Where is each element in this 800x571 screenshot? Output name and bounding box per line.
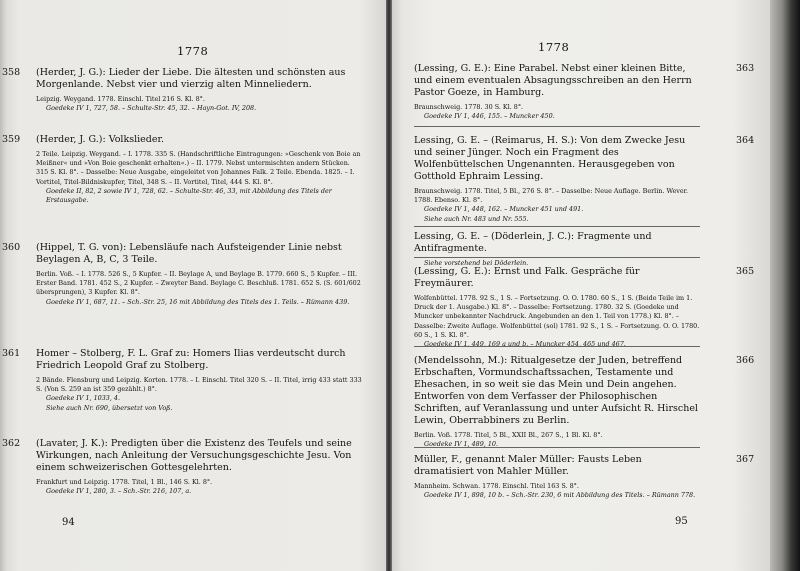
entry-number: 366 bbox=[736, 355, 755, 366]
entry-imprint: Wolfenbüttel. 1778. 92 S., 1 S. – Fortsetzung. O. O. 1780. 60 S., 1 S. (Beide Teile im 1. Druck der 1. Ausgabe.) Kl. 8°. – Dasselbe: Fortsetzung. 1780. 32 S. (Goedeke und Muncker unbekannter Nachdruck. Angebunden an den 1. Teil von 1778.) Kl. 8°. – Dasselbe: Zweite Auflage. Wolfenbüttel (sol) 1781. 92 S., 1 S. – Fortsetzung. O. O. 1780. 60 S., 1 S. Kl. 8°. bbox=[414, 294, 700, 339]
entry-reference: Goedeke IV 1, 727, 58. – Schulte-Str. 45, 32. – Hayn-Got. IV, 208. bbox=[46, 104, 257, 113]
entry-title: (Lessing, G. E.): Eine Parabel. Nebst einer kleinen Bitte, und einem eventualen Absagungsschreiben an den Herrn Pastor Goeze, in Hamburg. bbox=[414, 63, 692, 98]
entry-number: 358 bbox=[2, 67, 21, 78]
entry-title: (Mendelssohn, M.): Ritualgesetze der Juden, betreffend Erbschaften, Vormundschaftssachen, Testamente und Ehesachen, in so weit sie das Mein und Dein angehen. Entworfen von dem Verfasser der Philosophischen Schriften, auf Veranlassung und unter Aufsicht R. Hirschel Lewin, Oberrabbiners zu Berlin. bbox=[414, 355, 698, 426]
bibliography-entry bbox=[2, 348, 362, 413]
entry-imprint: Berlin. Voß. 1778. Titel, 5 Bl., XXII Bl., 267 S., 1 Bl. Kl. 8°. bbox=[414, 431, 603, 439]
entry-title: Lessing, G. E. – (Döderlein, J. C.): Fragmente und Antifragmente. bbox=[414, 231, 652, 254]
entry-divider bbox=[414, 447, 700, 448]
entry-reference: Siehe vorstehend bei Döderlein. bbox=[424, 259, 529, 267]
bibliography-entry bbox=[414, 135, 755, 224]
entry-number: 359 bbox=[2, 134, 21, 145]
entry-reference: Goedeke IV 1, 280, 3. – Sch.-Str. 216, 107, a. bbox=[46, 487, 192, 496]
entry-reference: Siehe auch Nr. 690, übersetzt von Voß. bbox=[46, 403, 173, 412]
entry-number: 360 bbox=[2, 242, 21, 253]
entry-title: Müller, F., genannt Maler Müller: Fausts Leben dramatisiert von Mahler Müller. bbox=[414, 454, 642, 477]
entry-imprint: Frankfurt und Leipzig. 1778. Titel, 1 Bl., 146 S. Kl. 8°. bbox=[36, 478, 213, 486]
bibliography-entry bbox=[2, 242, 362, 307]
bibliography-entry bbox=[414, 355, 755, 449]
entry-imprint: Mannheim. Schwan. 1778. Einschl. Titel 163 S. 8°. bbox=[414, 482, 579, 490]
entry-reference: Goedeke IV 1, 449, 169 a und b. – Muncker 454, 465 und 467. bbox=[424, 340, 626, 349]
entry-title: (Lavater, J. K.): Predigten über die Existenz des Teufels und seine Wirkungen, nach Anleitung der Versuchungsgeschichte Jesu. Von einem schweizerischen Gottesgelehrten. bbox=[36, 438, 352, 473]
entry-reference: Goedeke IV 1, 448, 162. – Muncker 451 und 491. bbox=[424, 205, 584, 214]
running-head: 1778 bbox=[538, 40, 570, 54]
bibliography-entry bbox=[414, 231, 700, 268]
bibliography-entry bbox=[2, 134, 362, 205]
entry-reference: Goedeke IV 1, 489, 10. bbox=[424, 440, 499, 449]
entry-divider bbox=[414, 257, 700, 258]
entry-reference: Goedeke IV 1, 687, 11. – Sch.-Str. 25, 16 mit Abbildung des Titels des 1. Teils. – Rümann 439. bbox=[46, 297, 350, 306]
page-number: 94 bbox=[62, 517, 75, 528]
entry-title: (Herder, J. G.): Volkslieder. bbox=[36, 134, 164, 145]
entry-title: (Herder, J. G.): Lieder der Liebe. Die ältesten und schönsten aus Morgenlande. Nebst vier und vierzig alten Minneliedern. bbox=[36, 67, 346, 90]
entry-imprint: Berlin. Voß. – I. 1778. 526 S., 5 Kupfer. – II. Beylage A, und Beylage B. 1779. 660 S., 5 Kupfer. – III. Erster Band. 1781. 452 S., 2 Kupfer. – Zweyter Band. Beylage C. Beschluß. 1781. 652 S. (S. 601/602 übersprungen), 3 Kupfer. Kl. 8°. bbox=[36, 270, 361, 297]
entry-number: 364 bbox=[736, 135, 755, 146]
entry-title: Homer – Stolberg, F. L. Graf zu: Homers Ilias verdeutscht durch Friedrich Leopold Graf zu Stolberg. bbox=[36, 348, 346, 371]
bibliography-entry bbox=[2, 67, 362, 113]
entry-imprint: Braunschweig. 1778. 30 S. Kl. 8°. bbox=[414, 103, 524, 111]
bibliography-entry bbox=[2, 438, 362, 496]
entry-reference: Goedeke IV 1, 446, 155. – Muncker 450. bbox=[424, 112, 555, 121]
bibliography-entry bbox=[414, 454, 755, 500]
entry-title: (Lessing, G. E.): Ernst und Falk. Gespräche für Freymäurer. bbox=[414, 266, 640, 289]
entry-divider bbox=[414, 126, 700, 127]
right-page bbox=[392, 0, 770, 571]
entry-title: Lessing, G. E. – (Reimarus, H. S.): Von dem Zwecke Jesu und seiner Jünger. Noch ein Fragment des Wolfenbüttelschen Ungenannten. Herausgegeben von Gotthold Ephraim Lessing. bbox=[414, 135, 686, 182]
entry-imprint: Leipzig. Weygand. 1778. Einschl. Titel 216 S. Kl. 8°. bbox=[36, 95, 205, 103]
page-number: 95 bbox=[675, 516, 688, 527]
entry-reference: Siehe auch Nr. 483 und Nr. 555. bbox=[424, 214, 529, 223]
entry-reference: Goedeke IV 1, 1033, 4. bbox=[46, 394, 121, 403]
left-page bbox=[0, 0, 386, 571]
entry-imprint: 2 Teile. Leipzig. Weygand. – I. 1778. 335 S. (Handschriftliche Eintragungen: »Geschenk von Boie an Meißner« und »Von Boie geschenkt erhalten«.) – II. 1779. Nebst untermischten andern Stücken. 315 S. Kl. 8°. – Dasselbe: Neue Ausgabe, eingeleitet von Johannes Falk. 2 Teile. Ebenda. 1825. – I. Vortitel, Titel-Bildniskupfer, Titel, 348 S. – II. Vortitel, Titel, 444 S. Kl. 8°. bbox=[36, 150, 361, 186]
entry-reference: Goedeke II, 82, 2 sowie IV 1, 728, 62. – Schulte-Str. 46, 33, mit Abbildung des Titels der Erstausgabe. bbox=[46, 186, 332, 205]
bibliography-entry bbox=[414, 63, 755, 121]
entry-number: 362 bbox=[2, 438, 21, 449]
entry-title: (Hippel, T. G. von): Lebensläufe nach Aufsteigender Linie nebst Beylagen A, B, C, 3 Teile. bbox=[36, 242, 342, 265]
entry-reference: Goedeke IV 1, 898, 10 b. – Sch.-Str. 230, 6 mit Abbildung des Titels. – Rümann 778. bbox=[424, 491, 696, 500]
running-head: 1778 bbox=[177, 44, 209, 58]
entry-divider bbox=[414, 226, 700, 227]
entry-number: 367 bbox=[736, 454, 755, 465]
bibliography-entry bbox=[414, 266, 755, 349]
entry-number: 361 bbox=[2, 348, 21, 359]
book-edge bbox=[770, 0, 800, 571]
entry-imprint: Braunschweig. 1778. Titel, 5 Bl., 276 S. 8°. – Dasselbe: Neue Auflage. Berlin. Wever. 1788. Ebenso. Kl. 8°. bbox=[414, 187, 689, 205]
entry-number: 363 bbox=[736, 63, 755, 74]
entry-imprint: 2 Bände. Flensburg und Leipzig. Korten. 1778. – I. Einschl. Titel 320 S. – II. Titel, irrig 433 statt 333 S. (Von S. 259 an ist 359 gezählt.) 8°. bbox=[36, 376, 362, 394]
entry-divider bbox=[414, 346, 700, 347]
entry-number: 365 bbox=[736, 266, 755, 277]
